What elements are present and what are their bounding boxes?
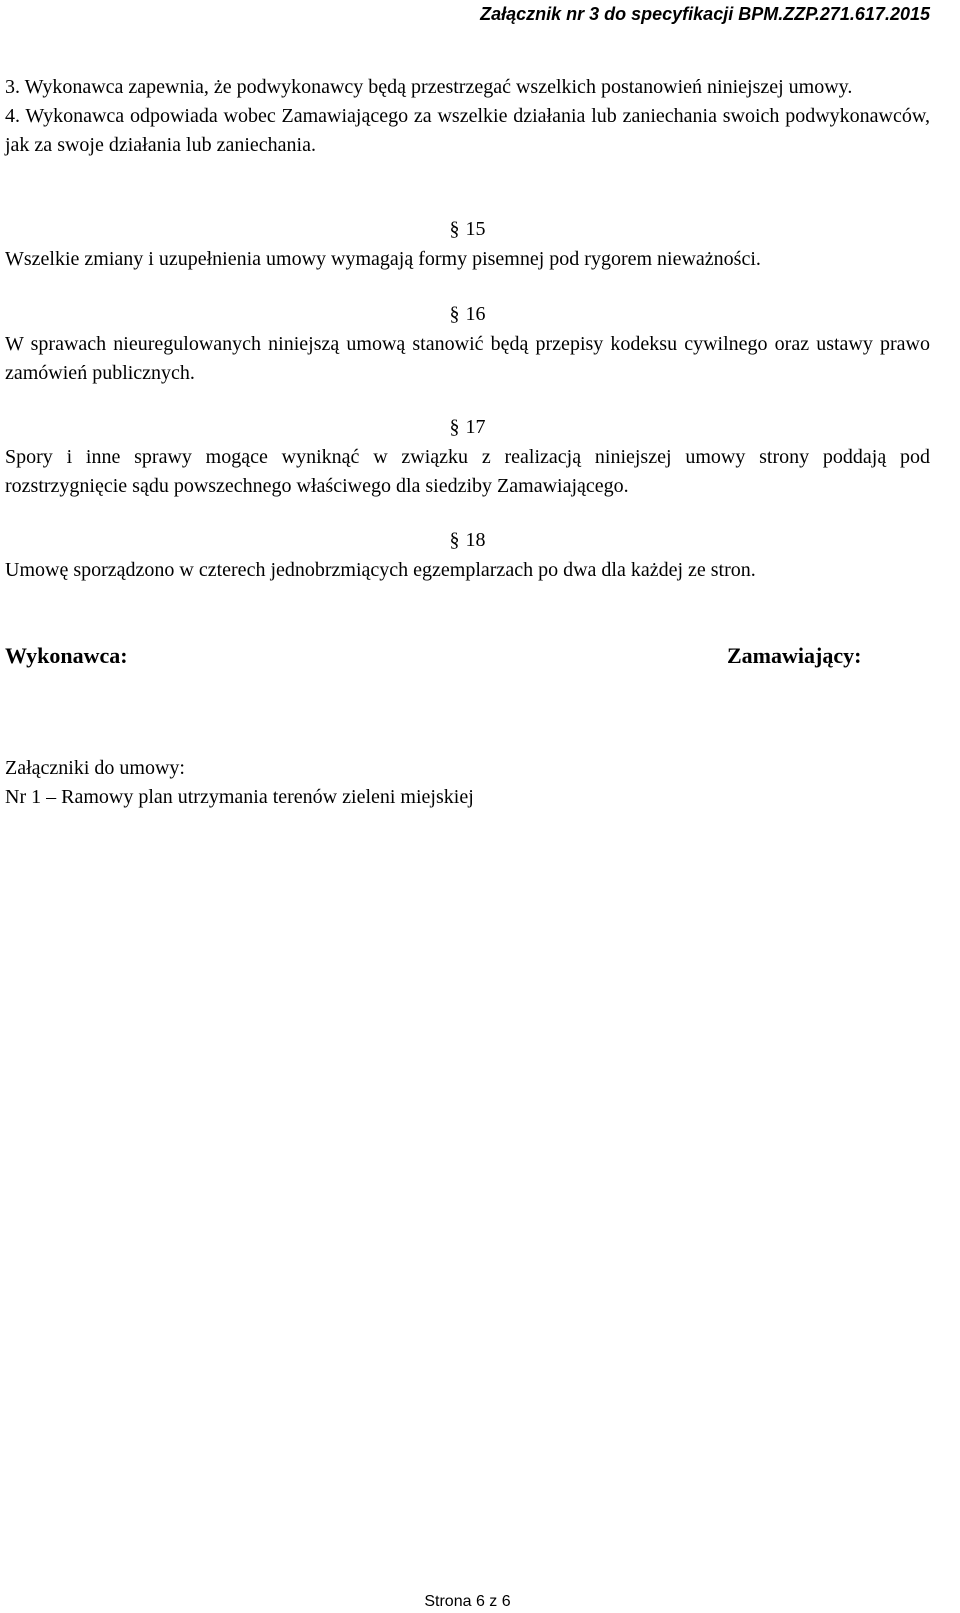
- section-number: 16: [465, 303, 486, 325]
- section-text: Umowę sporządzono w czterech jednobrzmiących egzemplarzach po dwa dla każdej ze stron.: [5, 559, 756, 581]
- section-sign: §: [449, 529, 460, 551]
- section-body-15: [5, 245, 930, 274]
- section-body-16: [5, 330, 930, 388]
- page-number: Strona 6 z 6: [424, 1593, 511, 1610]
- signature-client: Zamawiający:: [727, 643, 862, 668]
- section-heading-15: [0, 215, 935, 244]
- paragraph-3: 3. Wykonawca zapewnia, że podwykonawcy będą przestrzegać wszelkich postanowień niniejszej umowy.: [5, 76, 853, 98]
- section-number: 15: [465, 218, 486, 240]
- intro-block: [5, 73, 930, 160]
- signature-contractor: Wykonawca:: [5, 643, 128, 668]
- section-sign: §: [449, 416, 460, 438]
- section-body-17: [5, 443, 930, 501]
- page-header: Załącznik nr 3 do specyfikacji BPM.ZZP.271.617.2015: [480, 4, 930, 24]
- section-text: W sprawach nieuregulowanych niniejszą umową stanowić będą przepisy kodeksu cywilnego oraz ustawy prawo zamówień publicznych.: [5, 333, 930, 384]
- section-text: Spory i inne sprawy mogące wyniknąć w związku z realizacją niniejszej umowy strony poddają pod rozstrzygnięcie sądu powszechnego właściwego dla siedziby Zamawiającego.: [5, 446, 930, 497]
- section-heading-17: [0, 413, 935, 442]
- section-number: 18: [465, 529, 486, 551]
- section-sign: §: [449, 218, 460, 240]
- section-number: 17: [465, 416, 486, 438]
- section-text: Wszelkie zmiany i uzupełnienia umowy wymagają formy pisemnej pod rygorem nieważności.: [5, 248, 761, 270]
- section-body-18: [5, 556, 930, 585]
- section-heading-16: [0, 300, 935, 329]
- annex-item-1: Nr 1 – Ramowy plan utrzymania terenów zieleni miejskiej: [5, 786, 474, 808]
- section-sign: §: [449, 303, 460, 325]
- section-heading-18: [0, 526, 935, 555]
- paragraph-4: 4. Wykonawca odpowiada wobec Zamawiającego za wszelkie działania lub zaniechania swoich podwykonawców, jak za swoje działania lub zaniechania.: [5, 105, 930, 156]
- annexes-heading: Załączniki do umowy:: [5, 757, 185, 779]
